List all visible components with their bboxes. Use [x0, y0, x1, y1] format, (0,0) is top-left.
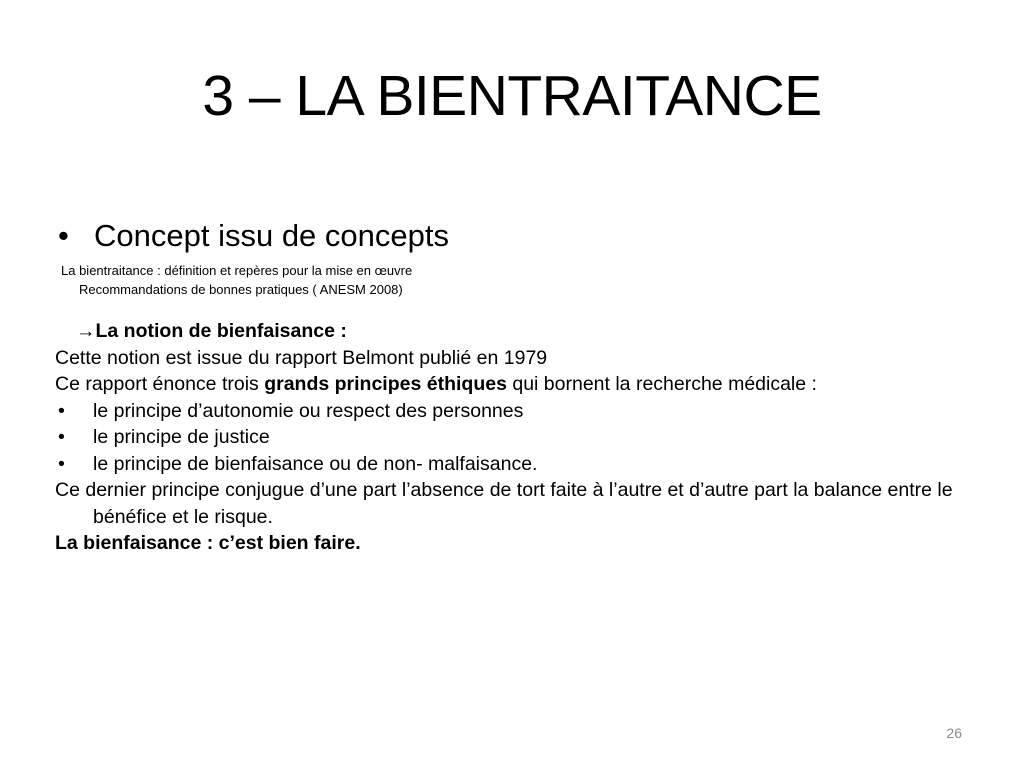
- bullet-symbol: •: [58, 399, 65, 422]
- bullet-symbol: •: [58, 426, 65, 448]
- reference-title: La bientraitance : définition et repères pour la mise en œuvre: [61, 263, 413, 278]
- principle-text: le principe d’autonomie ou respect des personnes: [93, 399, 524, 422]
- intro-text-bold: grands principes éthiques: [264, 373, 507, 395]
- slide-title: 3 – LA BIENTRAITANCE: [202, 64, 822, 128]
- page-number: 26: [946, 725, 962, 741]
- bullet-symbol: •: [58, 218, 69, 253]
- paragraph-principles-intro: [55, 371, 975, 398]
- bullet-symbol: •: [58, 452, 65, 475]
- paragraph-origin: Cette notion est issue du rapport Belmont publié en 1979: [55, 346, 548, 369]
- principle-text: le principe de justice: [93, 426, 270, 448]
- reference-subtitle: Recommandations de bonnes pratiques ( ANESM 2008): [79, 282, 403, 297]
- main-bullet-text: Concept issu de concepts: [94, 218, 449, 253]
- principle-item: [55, 424, 975, 451]
- paragraph-balance: Ce dernier principe conjugue d’une part l’absence de tort faite à l’autre et d’autre part la balance entre le bénéfice et le risque.: [55, 479, 953, 528]
- conclusion: La bienfaisance : c’est bien faire.: [55, 532, 361, 554]
- section-heading: [55, 318, 975, 345]
- slide-body: [55, 318, 975, 557]
- principle-item: [55, 451, 975, 478]
- principle-text: le principe de bienfaisance ou de non- malfaisance.: [93, 452, 538, 475]
- intro-text-after: qui bornent la recherche médicale :: [506, 373, 817, 395]
- principle-item: [55, 398, 975, 425]
- main-bullet: [58, 216, 449, 256]
- arrow-symbol: →: [76, 320, 96, 342]
- section-heading-text: La notion de bienfaisance :: [95, 320, 347, 342]
- intro-text-before: Ce rapport énonce trois: [55, 373, 265, 395]
